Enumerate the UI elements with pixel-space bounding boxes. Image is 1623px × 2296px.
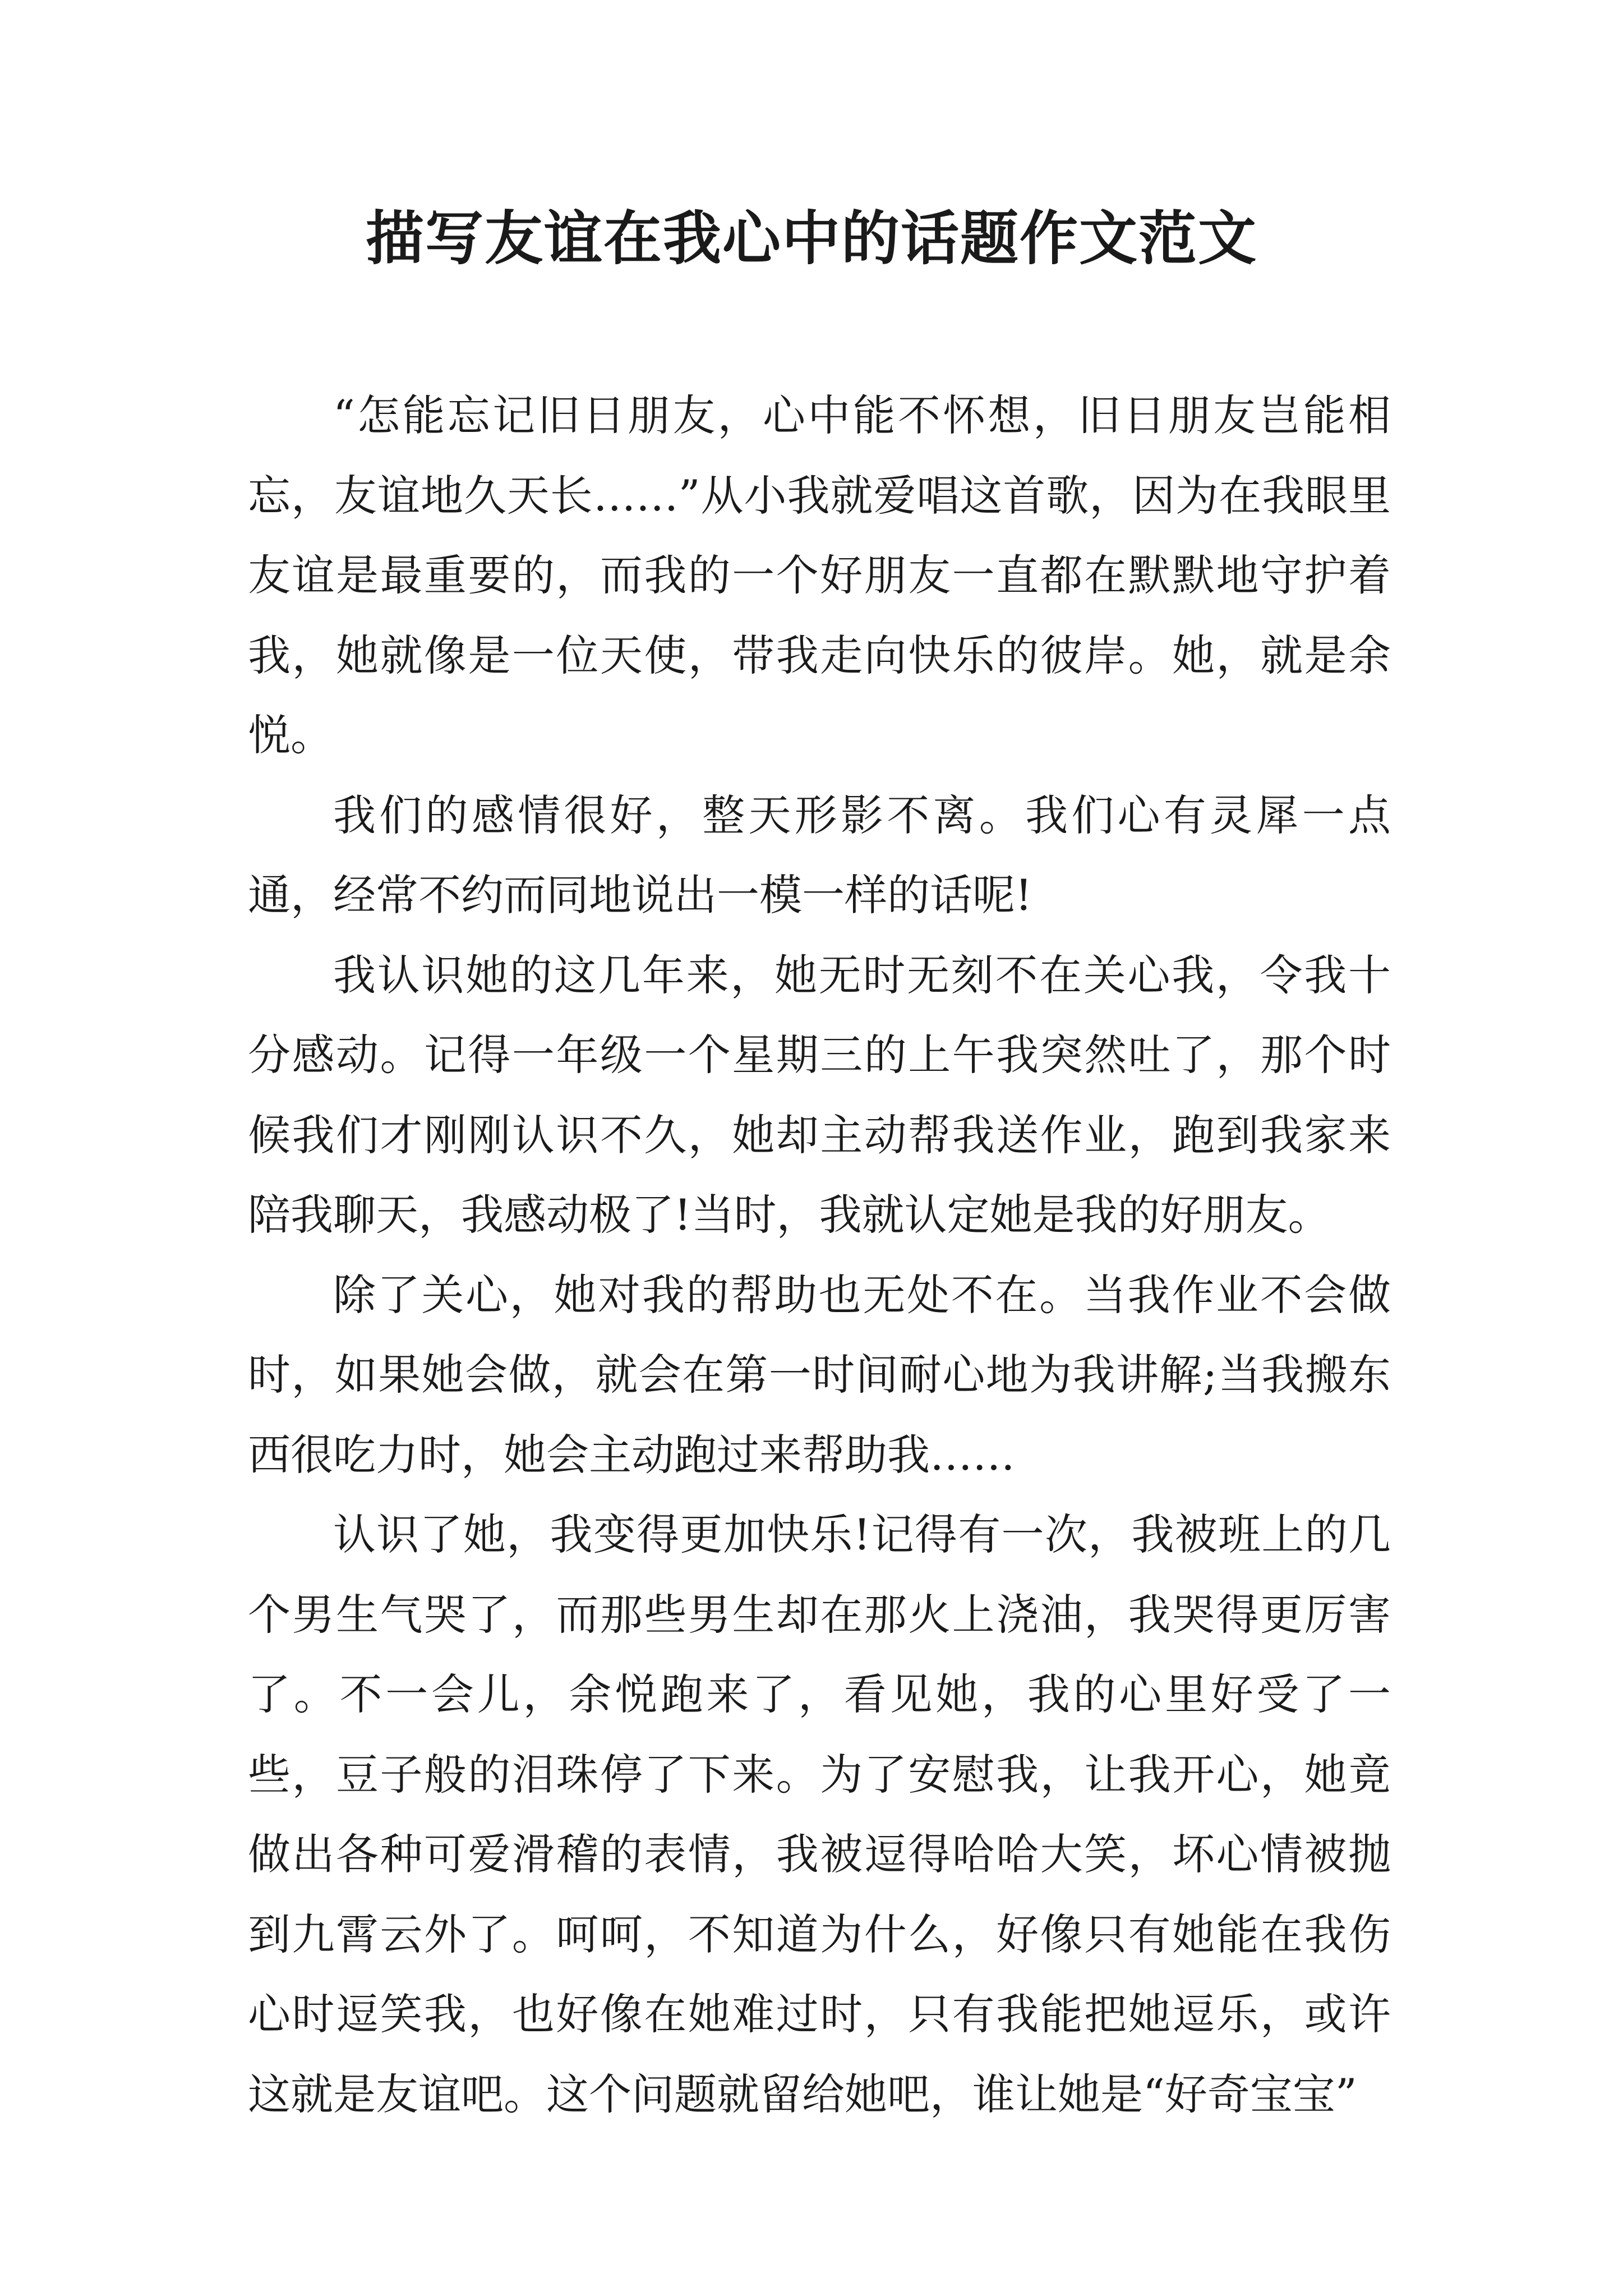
document-body — [248, 376, 1391, 2134]
paragraph-3: 我认识她的这几年来，她无时无刻不在关心我，令我十分感动。记得一年级一个星期三的上午我突然吐了，那个时候我们才刚刚认识不久，她却主动帮我送作业，跑到我家来陪我聊天，我感动极了!当时，我就认定她是我的好朋友。 — [248, 950, 1391, 1240]
paragraph-1: “怎能忘记旧日朋友，心中能不怀想，旧日朋友岂能相忘，友谊地久天长……”从小我就爱唱这首歌，因为在我眼里友谊是最重要的，而我的一个好朋友一直都在默默地守护着我，她就像是一位天使，带我走向快乐的彼岸。她，就是余悦。 — [248, 390, 1391, 760]
document-title: 描写友谊在我心中的话题作文范文 — [365, 204, 1257, 273]
paragraph-5: 认识了她，我变得更加快乐!记得有一次，我被班上的几个男生气哭了，而那些男生却在那火上浇油，我哭得更厉害了。不一会儿，余悦跑来了，看见她，我的心里好受了一些，豆子般的泪珠停了下来。为了安慰我，让我开心，她竟做出各种可爱滑稽的表情，我被逗得哈哈大笑，坏心情被抛到九霄云外了。呵呵，不知道为什么，好像只有她能在我伤心时逗笑我，也好像在她难过时，只有我能把她逗乐，或许这就是友谊吧。这个问题就留给她吧，谁让她是“好奇宝宝” — [248, 1510, 1391, 2119]
paragraph-4: 除了关心，她对我的帮助也无处不在。当我作业不会做时，如果她会做，就会在第一时间耐心地为我讲解;当我搬东西很吃力时，她会主动跑过来帮助我…… — [248, 1269, 1391, 1480]
paragraph-2: 我们的感情很好，整天形影不离。我们心有灵犀一点通，经常不约而同地说出一模一样的话呢! — [248, 790, 1391, 920]
